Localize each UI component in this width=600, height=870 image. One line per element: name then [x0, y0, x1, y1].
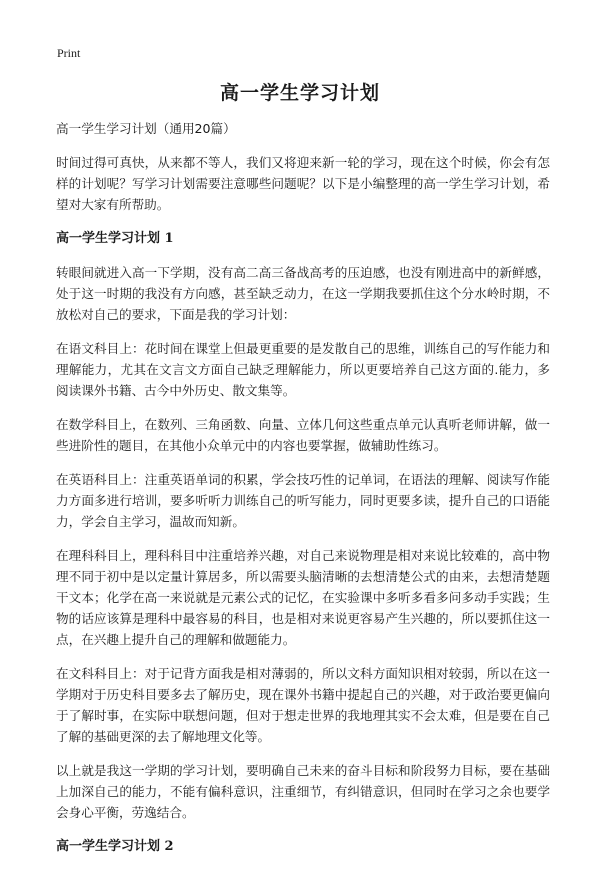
paragraph: 以上就是我这一学期的学习计划，要明确自己未来的奋斗目标和阶段努力目标，要在基础上加深自己的能力，不能有偏科意识，注重细节，有纠错意识，但同时在学习之余也要学会身心平衡，劳逸结合。 — [56, 763, 550, 820]
paragraph: 在语文科目上：花时间在课堂上但最更重要的是发散自己的思维，训练自己的写作能力和理解能力，尤其在文言文方面自己缺乏理解能力，所以更要培养自己这方面的.能力，多阅读课外书籍、古今中外历史、散文集等。 — [56, 341, 550, 398]
section-heading: 高一学生学习计划 1 — [56, 231, 174, 246]
print-label[interactable]: Print — [57, 46, 81, 60]
intro-paragraph: 时间过得可真快，从来都不等人，我们又将迎来新一轮的学习，现在这个时候，你会有怎样的计划呢？写学习计划需要注意哪些问题呢？以下是小编整理的高一学生学习计划，希望对大家有所帮助。 — [56, 155, 550, 212]
paragraph: 在英语科目上：注重英语单词的积累，学会技巧性的记单词，在语法的理解、阅读写作能力方面多进行培训，要多听听力训练自己的听写能力，同时更要多读，提升自己的口语能力，学会自主学习，温故而知新。 — [56, 472, 550, 529]
paragraph: 在文科科目上：对于记背方面我是相对薄弱的，所以文科方面知识相对较弱，所以在这一学期对于历史科目要多去了解历史，现在课外书籍中提起自己的兴趣，对于政治要更偏向于了解时事，在实际中联想问题，但对于想走世界的我地理其实不会太难，但是要在自己了解的基础更深的去了解地理文化等。 — [56, 666, 550, 744]
paragraph: 在数学科目上，在数列、三角函数、向量、立体几何这些重点单元认真听老师讲解，做一些进阶性的题目，在其他小众单元中的内容也要掌握，做辅助性练习。 — [56, 417, 550, 453]
document-subtitle: 高一学生学习计划（通用20篇） — [56, 121, 236, 136]
section-heading: 高一学生学习计划 2 — [56, 839, 174, 854]
paragraph: 在理科科目上，理科科目中注重培养兴趣，对自己来说物理是相对来说比较难的，高中物理不同于初中是以定量计算居多，所以需要头脑清晰的去想清楚公式的由来，去想清楚题干文本；化学在高一来说就是元素公式的记忆，在实验课中多听多看多问多动手实践；生物的话应该算是理科中最容易的科目，也是相对来说更容易产生兴趣的，所以要抓住这一点，在兴趣上提升自己的理解和做题能力。 — [56, 548, 550, 647]
page-title: 高一学生学习计划 — [219, 82, 380, 104]
document-body — [56, 118, 550, 870]
paragraph: 转眼间就进入高一下学期，没有高二高三备战高考的压迫感，也没有刚进高中的新鲜感，处于这一时期的我没有方向感，甚至缺乏动力，在这一学期我要抓住这个分水岭时期，不放松对自己的要求，下面是我的学习计划： — [56, 265, 550, 322]
